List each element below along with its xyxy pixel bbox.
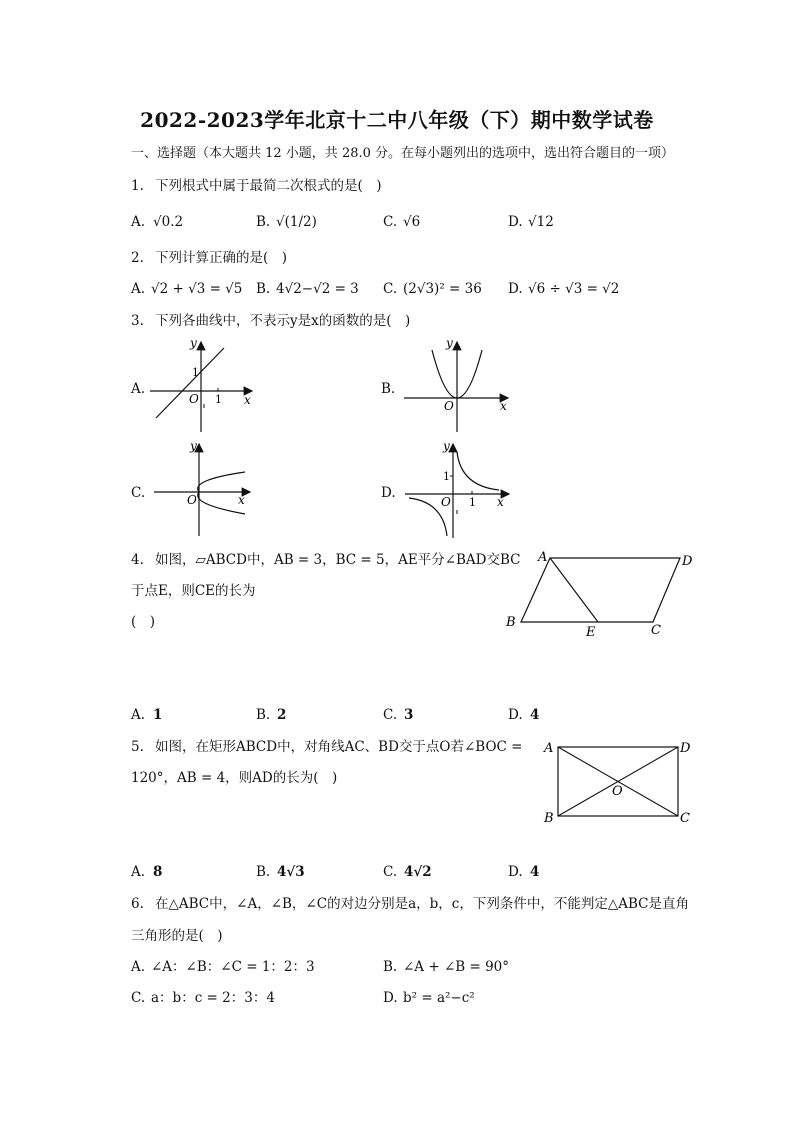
q3-option-a-label: A.	[131, 381, 146, 397]
vertex-a-label: A	[544, 741, 554, 756]
y-axis-label: y	[446, 336, 453, 350]
q5-option-c-label: C.	[383, 864, 398, 880]
question-5-number: 5.	[131, 739, 144, 755]
segment-ae	[550, 558, 598, 622]
page-title: 2022-2023学年北京十二中八年级（下）期中数学试卷	[140, 108, 654, 132]
parallelogram-figure	[500, 546, 700, 640]
section-heading: 一、选择题（本大题共 12 小题，共 28.0 分。在每小题列出的选项中，选出符合题目的一项）	[131, 146, 675, 161]
question-6-stem-line2: 三角形的是( )	[131, 928, 223, 944]
q5-option-c-text: 4√2	[404, 864, 432, 880]
question-6-stem-line1: 在△ABC中，∠A，∠B，∠C的对边分别是a，b，c，下列条件中，不能判定△ABC是直角	[155, 896, 689, 912]
vertex-d-label: D	[680, 741, 691, 756]
tick-label-x: 1	[469, 496, 476, 509]
q1-option-a-label: A.	[131, 214, 146, 230]
vertex-c-label: C	[651, 623, 661, 638]
q1-option-b-label: B.	[256, 214, 271, 230]
origin-label: O	[189, 392, 199, 406]
tick-label-y: 1	[443, 470, 450, 483]
q4-option-b-label: B.	[256, 707, 271, 723]
q3-option-c-label: C.	[131, 485, 146, 501]
q6-option-a-label: A.	[131, 959, 146, 975]
origin-label: O	[187, 493, 197, 507]
y-axis-label: y	[443, 439, 450, 453]
q6-option-d-label: D.	[383, 990, 398, 1006]
q5-option-a-text: 8	[153, 864, 163, 880]
q2-option-b-label: B.	[256, 281, 271, 297]
vertex-a-label: A	[538, 550, 548, 565]
x-axis-label: x	[500, 399, 507, 413]
q2-option-c-label: C.	[383, 281, 398, 297]
q1-option-d-label: D.	[508, 214, 523, 230]
vertex-b-label: B	[544, 811, 554, 826]
question-1-number: 1.	[131, 178, 144, 194]
q2-option-d-label: D.	[508, 281, 523, 297]
q2-option-b-text: 4√2−√2 = 3	[276, 281, 359, 297]
q2-option-c-text: (2√3)² = 36	[403, 281, 482, 297]
q1-option-c-text: √6	[403, 214, 421, 230]
graph-c-sideways-parabola	[150, 440, 256, 538]
point-o-label: O	[612, 784, 623, 799]
question-4-number: 4.	[131, 552, 144, 568]
x-axis-label: x	[244, 393, 251, 407]
q3-option-d-label: D.	[381, 485, 396, 501]
graph-b-parabola	[402, 336, 514, 436]
function-line	[156, 348, 224, 418]
vertex-c-label: C	[680, 811, 690, 826]
point-e-label: E	[586, 625, 596, 640]
q6-option-b-label: B.	[383, 959, 398, 975]
question-3-number: 3.	[131, 313, 144, 329]
tick-label-x: 1	[215, 393, 222, 406]
question-5-stem-line1: 如图，在矩形ABCD中，对角线AC、BD交于点O若∠BOC =	[155, 739, 523, 755]
y-axis-label: y	[190, 440, 197, 453]
x-axis-label: x	[238, 493, 245, 507]
question-3-stem: 下列各曲线中，不表示y是x的函数的是( )	[155, 313, 411, 329]
question-4-stem-line3: ( )	[131, 614, 156, 630]
q6-option-b-text: ∠A + ∠B = 90°	[403, 959, 510, 975]
q1-option-d-text: √12	[528, 214, 554, 230]
parallelogram-abcd	[521, 558, 680, 622]
hyperbola-branch-right	[457, 452, 499, 490]
q6-option-d-text: b² = a²−c²	[403, 990, 475, 1006]
vertex-b-label: B	[506, 615, 516, 630]
q5-option-d-label: D.	[508, 864, 523, 880]
question-5-stem-line2: 120°，AB = 4，则AD的长为( )	[131, 770, 338, 786]
q4-option-c-label: C.	[383, 707, 398, 723]
q5-option-b-text: 4√3	[277, 864, 305, 880]
q4-option-a-text: 1	[153, 707, 163, 723]
q5-option-b-label: B.	[256, 864, 271, 880]
tick-label-y: 1	[192, 366, 199, 379]
vertex-d-label: D	[682, 554, 693, 569]
q4-option-d-label: D.	[508, 707, 523, 723]
q2-option-a-text: √2 + √3 = √5	[151, 281, 243, 297]
q6-option-a-text: ∠A：∠B：∠C = 1：2：3	[151, 959, 315, 975]
q1-option-c-label: C.	[383, 214, 398, 230]
x-axis-label: x	[497, 495, 504, 509]
question-4-stem-line1: 如图，▱ABCD中，AB = 3，BC = 5，AE平分∠BAD交BC	[155, 552, 521, 568]
question-4-stem-line2: 于点E，则CE的长为	[131, 583, 256, 599]
q2-option-d-text: √6 ÷ √3 = √2	[528, 281, 620, 297]
graph-d-hyperbola	[403, 438, 515, 542]
origin-label: O	[441, 495, 451, 509]
q6-option-c-text: a：b：c = 2：3：4	[151, 990, 275, 1006]
q4-option-c-text: 3	[404, 707, 414, 723]
q4-option-b-text: 2	[277, 707, 287, 723]
q5-option-d-text: 4	[530, 864, 540, 880]
q1-option-b-text: √(1/2)	[276, 214, 317, 230]
rectangle-figure	[538, 736, 698, 828]
q4-option-a-label: A.	[131, 707, 146, 723]
question-6-number: 6.	[131, 896, 144, 912]
question-2-stem: 下列计算正确的是( )	[155, 250, 288, 266]
q5-option-a-label: A.	[131, 864, 146, 880]
origin-label: O	[444, 399, 454, 413]
question-2-number: 2.	[131, 250, 144, 266]
q4-option-d-text: 4	[530, 707, 540, 723]
question-1-stem: 下列根式中属于最简二次根式的是( )	[155, 178, 382, 194]
y-axis-label: y	[190, 336, 197, 350]
q1-option-a-text: √0.2	[153, 214, 184, 230]
q3-option-b-label: B.	[381, 381, 396, 397]
q6-option-c-label: C.	[131, 990, 146, 1006]
q2-option-a-label: A.	[131, 281, 146, 297]
graph-a-line	[146, 336, 258, 436]
